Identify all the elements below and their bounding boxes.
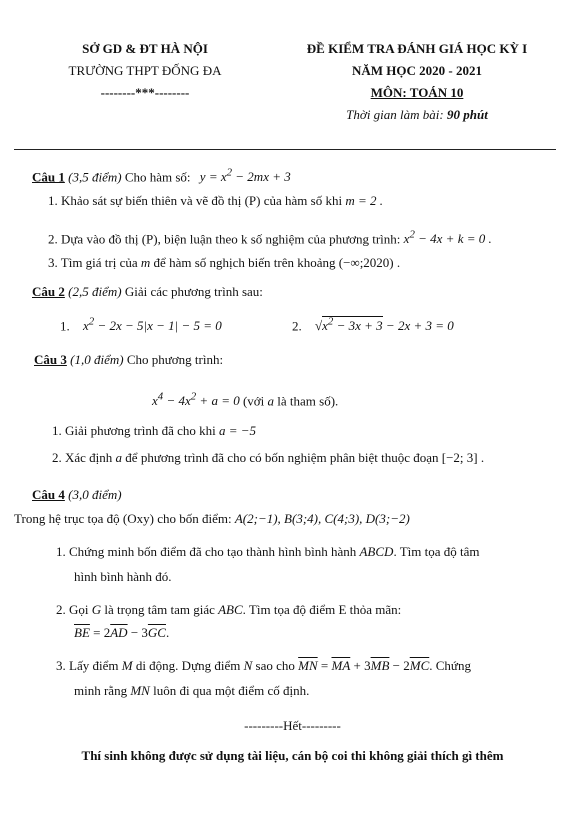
q2-equation-2: 2. $√x^2 - 3x + 3 - 2x + 3 = 0$ (292, 316, 454, 334)
q1-part1: 1. Khảo sát sự biến thiên và vẽ đồ thị (P) của hàm số khi m = 2 . (48, 193, 383, 208)
q1-part3: 3. Tìm giá trị của m để hàm số nghịch biến trên khoảng (−∞;2020) . (48, 255, 401, 270)
exam-title: ĐỀ KIỂM TRA ĐÁNH GIÁ HỌC KỲ I (306, 41, 528, 56)
school-name: TRƯỜNG THPT ĐỐNG ĐA (68, 63, 222, 78)
q4-part1-cont: hình bình hành đó. (74, 569, 172, 584)
q4-intro: Trong hệ trục tọa độ (Oxy) cho bốn điểm: A(2;−1), B(3;4), C(4;3), D(3;−2) (14, 511, 410, 526)
q2-heading: Câu 2 (2,5 điểm) Giải các phương trình sau: (32, 284, 263, 299)
q4-part2-vector-eq: $\overline{BE} = 2\overline{AD} - 3\overline{GC}$. (74, 625, 170, 640)
q1-heading: Câu 1 (3,5 điểm) Cho hàm số: $y = x^2 - 2mx + 3$ (32, 167, 291, 185)
q4-heading: Câu 4 (3,0 điểm) (32, 487, 122, 502)
q3-part2: 2. Xác định a để phương trình đã cho có bốn nghiệm phân biệt thuộc đoạn [−2; 3] . (52, 450, 485, 465)
q2-equation-1: 1. $x^2 - 2x - 5|x - 1| - 5 = 0$ (60, 316, 222, 334)
q1-formula: $y = x^2 - 2mx + 3$ (199, 167, 291, 185)
footer-note: Thí sinh không được sử dụng tài liệu, cán bộ coi thi không giải thích gì thêm (81, 748, 504, 763)
q3-heading: Câu 3 (1,0 điểm) Cho phương trình: (34, 352, 224, 367)
header-divider (14, 149, 556, 150)
department-name: SỞ GD & ĐT HÀ NỘI (82, 41, 208, 56)
q4-part1: 1. Chứng minh bốn điểm đã cho tạo thành hình bình hành ABCD. Tìm tọa độ tâm (56, 544, 480, 559)
q4-part2: 2. Gọi G là trọng tâm tam giác ABC. Tìm tọa độ điểm E thỏa mãn: (56, 602, 402, 617)
header-stars: --------***-------- (100, 85, 190, 100)
q3-equation: $x^4 - 4x^2 + a = 0$ (với a là tham số). (152, 391, 339, 409)
school-year: NĂM HỌC 2020 - 2021 (352, 63, 482, 78)
q1-part2: 2. Dựa vào đồ thị (P), biện luận theo k số nghiệm của phương trình: $x^2 - 4x + k = 0$ . (48, 229, 492, 247)
q3-part1: 1. Giải phương trình đã cho khi a = −5 (52, 423, 257, 438)
header-right (272, 38, 562, 126)
subject: MÔN: TOÁN 10 (370, 85, 464, 100)
header-left (40, 38, 250, 104)
time-limit: Thời gian làm bài: 90 phút (346, 107, 488, 122)
q4-part3-cont: minh rằng MN luôn đi qua một điểm cố định. (74, 683, 310, 698)
q4-part3: 3. Lấy điểm M di động. Dựng điểm N sao cho $\overline{MN} = \overline{MA} + 3\overline{MB} - 2\overline{MC}$. Chứng (56, 658, 471, 673)
end-marker: ---------Hết--------- (244, 718, 341, 733)
